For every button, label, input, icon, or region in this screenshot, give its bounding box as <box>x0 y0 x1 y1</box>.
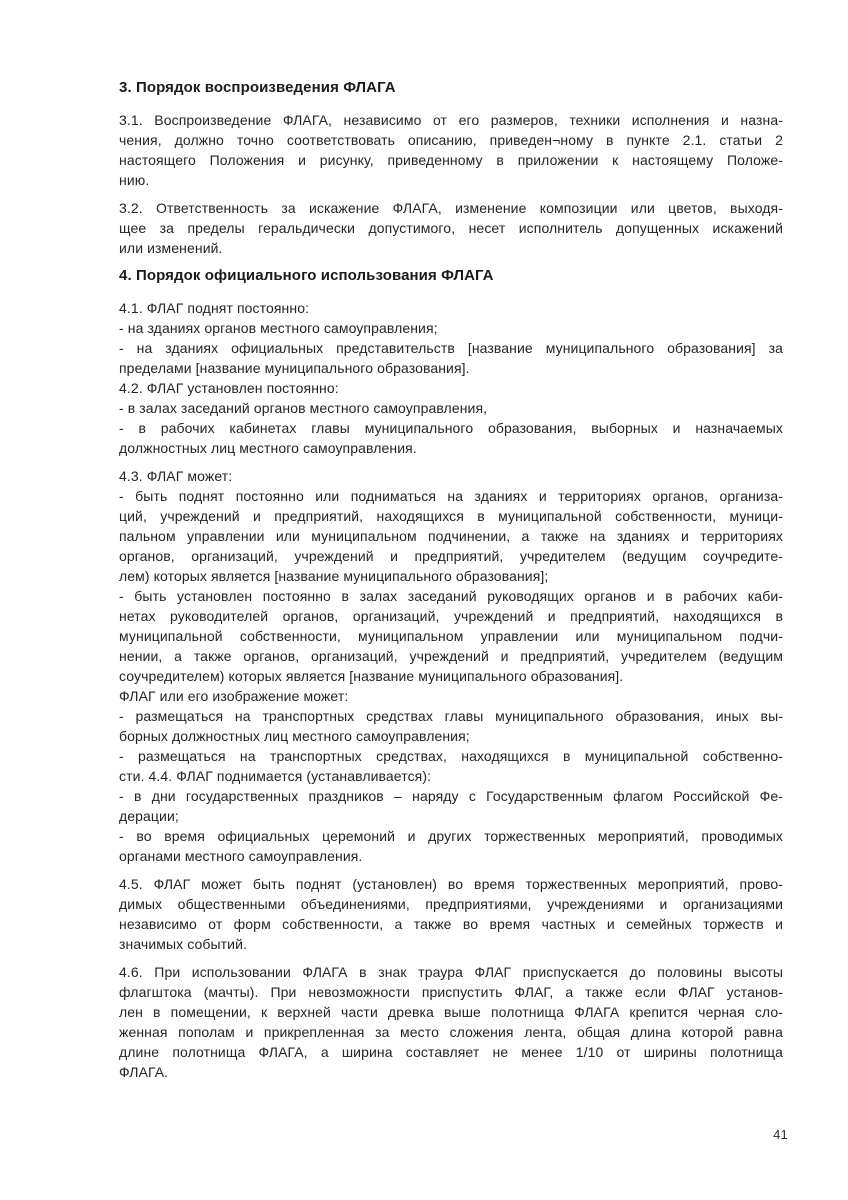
text-line: 3.1. Воспроизведение ФЛАГА, независимо от его размеров, техники исполнения и назна- <box>119 112 783 128</box>
text-line: значимых событий. <box>119 936 247 952</box>
text-line: настоящего Положения и рисунку, приведенному в приложении к настоящему Положе- <box>119 152 783 168</box>
text-line: 3.2. Ответственность за искажение ФЛАГА, изменение композиции или цветов, выходя- <box>119 200 783 216</box>
text-line: - в рабочих кабинетах главы муниципального образования, выборных и назначаемых <box>119 420 783 436</box>
text-line: или изменений. <box>119 240 223 256</box>
text-line: 4.5. ФЛАГ может быть поднят (установлен) во время торжественных мероприятий, прово- <box>119 876 783 892</box>
text-line: сти. 4.4. ФЛАГ поднимается (устанавливается): <box>119 768 432 784</box>
text-line: дерации; <box>119 808 179 824</box>
text-line: - в залах заседаний органов местного самоуправления, <box>119 400 488 416</box>
text-line: пределами [название муниципального образования]. <box>119 360 470 376</box>
text-line: - на зданиях органов местного самоуправления; <box>119 320 438 336</box>
text-line: чения, должно точно соответствовать описанию, приведен¬ному в пункте 2.1. статьи 2 <box>119 132 783 148</box>
clause-4-5 <box>119 874 783 954</box>
text-line: женная пополам и прикрепленная за место сложения лента, общая длина которой равна <box>119 1024 783 1040</box>
text-line: - на зданиях официальных представительств [название муниципального образования] за <box>119 340 783 356</box>
text-line: 4.6. При использовании ФЛАГА в знак траура ФЛАГ приспускается до половины высоты <box>119 964 783 980</box>
text-line: флагштока (мачты). При невозможности приспустить ФЛАГ, а также если ФЛАГ установ- <box>119 984 783 1000</box>
text-line: нении, а также органов, организаций, учреждений и предприятий, учредителем (ведущим <box>119 648 783 664</box>
text-line: нию. <box>119 172 150 188</box>
text-line: - размещаться на транспортных средствах, находящихся в муниципальной собственно- <box>119 748 783 764</box>
text-line: пальном управлении или муниципальном подчинении, а также на зданиях и территориях <box>119 528 783 544</box>
text-line: длине полотнища ФЛАГА, а ширина составляет не менее 1/10 от ширины полотнища <box>119 1044 783 1060</box>
text-line: ФЛАГА. <box>119 1064 169 1080</box>
clause-4-6 <box>119 962 783 1082</box>
text-line: щее за пределы геральдически допустимого, несет исполнитель допущенных искажений <box>119 220 783 236</box>
text-line: лен в помещении, к верхней части древка выше полотнища ФЛАГА крепится черная сло- <box>119 1004 783 1020</box>
clauses-4-3-and-4-4 <box>119 466 783 866</box>
clauses-4-1-and-4-2 <box>119 298 783 458</box>
clause-3-2 <box>119 198 783 258</box>
text-line: 4.2. ФЛАГ установлен постоянно: <box>119 380 339 396</box>
text-line: независимо от форм собственности, а также во время частных и семейных торжеств и <box>119 916 783 932</box>
page-body <box>119 78 783 1090</box>
text-line: димых общественными объединениями, предприятиями, учреждениями и организациями <box>119 896 783 912</box>
text-line: 4.3. ФЛАГ может: <box>119 468 233 484</box>
text-line: - быть поднят постоянно или подниматься на зданиях и территориях органов, организа- <box>119 488 783 504</box>
text-line: - в дни государственных праздников – наряду с Государственным флагом Российской Фе- <box>119 788 783 804</box>
text-line: ций, учреждений и предприятий, находящихся в муниципальной собственности, муници- <box>119 508 783 524</box>
text-line: нетах руководителей органов, организаций, учреждений и предприятий, находящихся в <box>119 608 783 624</box>
text-line: соучредителем) которых является [название муниципального образования]. <box>119 668 624 684</box>
text-line: органов, организаций, учреждений и предприятий, учредителем (ведущим соучредите- <box>119 548 783 564</box>
clause-3-1 <box>119 110 783 190</box>
text-line: муниципальной собственности, муниципальном управлении или муниципальном подчи- <box>119 628 783 644</box>
text-line: - размещаться на транспортных средствах главы муниципального образования, иных вы- <box>119 708 783 724</box>
text-line: - быть установлен постоянно в залах заседаний руководящих органов и в рабочих каби- <box>119 588 783 604</box>
section-4-heading: 4. Порядок официального использования ФЛАГА <box>119 267 494 284</box>
text-line: должностных лиц местного самоуправления. <box>119 440 417 456</box>
text-line: органами местного самоуправления. <box>119 848 363 864</box>
text-line: ФЛАГ или его изображение может: <box>119 688 349 704</box>
section-3-heading: 3. Порядок воспроизведения ФЛАГА <box>119 79 396 96</box>
page-number: 41 <box>773 1127 788 1142</box>
text-line: - во время официальных церемоний и других торжественных мероприятий, проводимых <box>119 828 783 844</box>
text-line: борных должностных лиц местного самоуправления; <box>119 728 470 744</box>
text-line: лем) которых является [название муниципального образования]; <box>119 568 549 584</box>
text-line: 4.1. ФЛАГ поднят постоянно: <box>119 300 310 316</box>
